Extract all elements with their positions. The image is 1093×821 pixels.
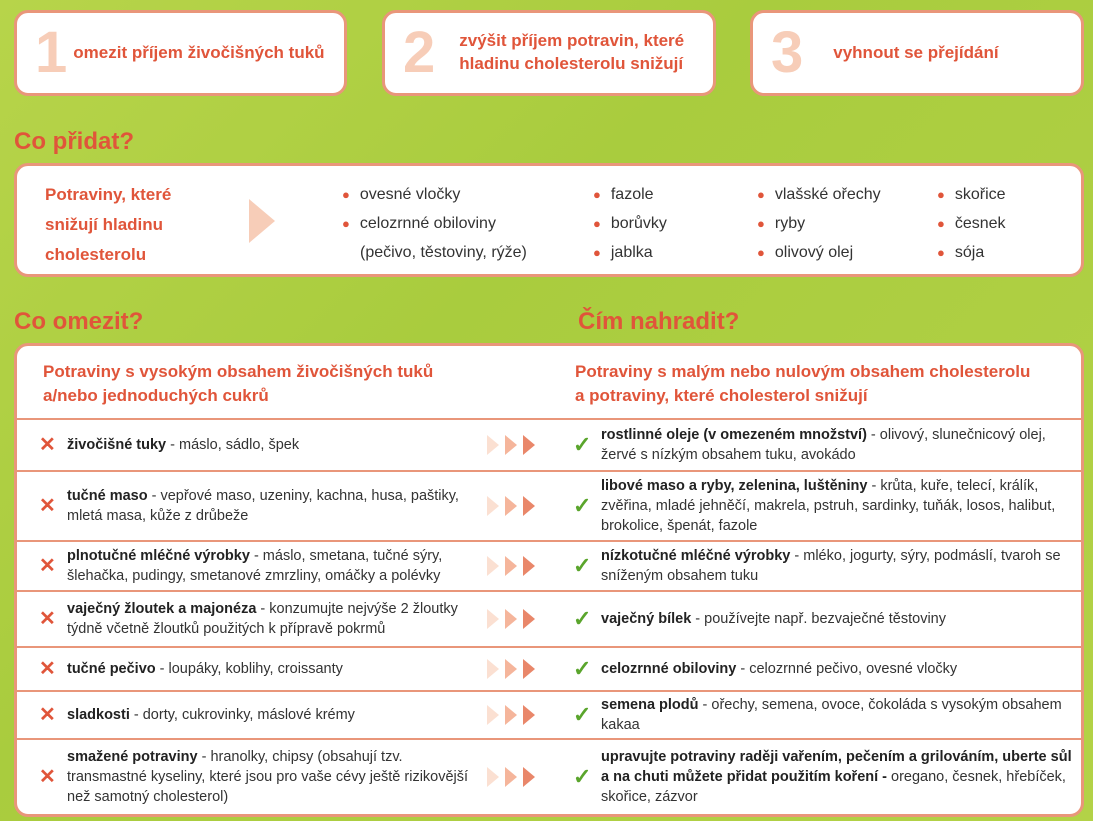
replace-cell xyxy=(573,420,1073,470)
step-text: vyhnout se přejídání xyxy=(833,42,999,62)
replace-cell xyxy=(573,472,1073,540)
list-item: ● celozrnné obiloviny xyxy=(342,215,496,232)
add-col-1 xyxy=(342,180,527,267)
replace-text: celozrnné obiloviny - celozrnné pečivo, ovesné vločky xyxy=(601,661,958,677)
bullet-icon: ● xyxy=(937,187,945,202)
replace-text: nízkotučné mléčné výrobky - mléko, jogurty, sýry, podmáslí, tvaroh se sníženým obsahem tuku xyxy=(601,548,1061,584)
check-icon: ✓ xyxy=(573,432,592,457)
bullet-icon: ● xyxy=(593,187,601,202)
cross-icon: ✕ xyxy=(39,658,56,680)
limit-cell xyxy=(39,692,469,738)
replace-cell xyxy=(573,692,1073,738)
add-col-2 xyxy=(593,180,667,267)
add-lead-line: snižují hladinu xyxy=(45,215,164,234)
add-col-4 xyxy=(937,180,1006,267)
step-text-line: zvýšit příjem potravin, které xyxy=(459,31,685,51)
add-lead-line: Potraviny, které xyxy=(45,185,172,204)
check-icon: ✓ xyxy=(573,493,592,518)
arrow-icon xyxy=(487,705,535,725)
arrow-icon xyxy=(487,556,535,576)
header-line: Potraviny s vysokým obsahem živočišných tuků xyxy=(43,362,434,381)
bullet-icon: ● xyxy=(342,187,350,202)
replace-text: semena plodů - ořechy, semena, ovoce, čokoláda s vysokým obsahem kakaa xyxy=(601,697,1062,733)
limit-text: vaječný žloutek a majonéza - konzumujte nejvýše 2 žloutky týdně včetně žloutků použitých k přípravě pokrmů xyxy=(67,601,458,637)
list-item: ● fazole xyxy=(593,186,654,203)
list-item: ● jablka xyxy=(593,244,653,261)
arrow-icon xyxy=(487,609,535,629)
check-icon: ✓ xyxy=(573,606,592,631)
replace-text: rostlinné oleje (v omezeném množství) - olivový, slunečnicový olej, žervé s nízkým obsahem tuku, avokádo xyxy=(601,427,1046,463)
bullet-icon: ● xyxy=(757,245,765,260)
step-number: 2 xyxy=(403,20,436,85)
list-item: ● vlašské ořechy xyxy=(757,186,881,203)
check-icon: ✓ xyxy=(573,764,592,789)
step-1 xyxy=(14,10,347,96)
check-icon: ✓ xyxy=(573,553,592,578)
table-row xyxy=(17,420,1081,470)
replace-cell xyxy=(573,542,1073,590)
table-row xyxy=(17,592,1081,646)
step-number: 3 xyxy=(771,20,804,85)
limit-cell xyxy=(39,420,469,470)
replace-text: vaječný bílek - používejte např. bezvaječné těstoviny xyxy=(601,611,946,627)
bullet-icon: ● xyxy=(593,245,601,260)
step-text-line: hladinu cholesterolu snižují xyxy=(459,54,684,73)
limit-text: tučné pečivo - loupáky, koblihy, croissanty xyxy=(67,661,343,677)
step-3 xyxy=(750,10,1084,96)
table-row xyxy=(17,542,1081,590)
limit-cell xyxy=(39,542,469,590)
step-text: omezit příjem živočišných tuků xyxy=(73,42,325,62)
header-line: a potraviny, které cholesterol snižují xyxy=(575,386,868,405)
table-row xyxy=(17,740,1081,814)
check-icon: ✓ xyxy=(573,656,592,681)
arrow-icon xyxy=(249,199,275,243)
check-icon: ✓ xyxy=(573,702,592,727)
list-item: ● ovesné vločky xyxy=(342,186,461,203)
list-item: ● sója xyxy=(937,244,985,261)
right-column-header xyxy=(575,360,1030,408)
bullet-icon: ● xyxy=(937,245,945,260)
limit-text: plnotučné mléčné výrobky - máslo, smetana, tučné sýry, šlehačka, pudingy, smetanové zmrzliny, omáčky a polévky xyxy=(67,548,443,584)
arrow-icon xyxy=(487,767,535,787)
section-title-replace: Čím nahradit? xyxy=(578,308,740,335)
header-line: a/nebo jednoduchých cukrů xyxy=(43,386,269,405)
cross-icon: ✕ xyxy=(39,434,56,456)
add-box xyxy=(14,163,1084,277)
limit-cell xyxy=(39,648,469,690)
bullet-icon: ● xyxy=(757,187,765,202)
comparison-table xyxy=(14,343,1084,817)
arrow-icon xyxy=(487,435,535,455)
step-number: 1 xyxy=(35,20,68,85)
cross-icon: ✕ xyxy=(39,766,56,788)
bullet-icon: ● xyxy=(342,216,350,231)
list-item-extra: (pečivo, těstoviny, rýže) xyxy=(360,244,527,261)
cross-icon: ✕ xyxy=(39,704,56,726)
limit-text: živočišné tuky - máslo, sádlo, špek xyxy=(67,437,300,453)
section-title-limit: Co omezit? xyxy=(14,308,144,335)
header-line: Potraviny s malým nebo nulovým obsahem cholesterolu xyxy=(575,362,1031,381)
table-row xyxy=(17,692,1081,738)
table-row xyxy=(17,472,1081,540)
table-row xyxy=(17,648,1081,690)
replace-text: libové maso a ryby, zelenina, luštěniny - krůta, kuře, telecí, králík, zvěřina, mladé jehněčí, makrela, pstruh, sardinky, tuňák, losos, halibut, brokolice, špenát, fazole xyxy=(601,478,1056,534)
arrow-icon xyxy=(487,659,535,679)
section-title-add: Co přidat? xyxy=(14,128,134,155)
limit-text: smažené potraviny - hranolky, chipsy (obsahují tzv. transmastné kyseliny, které jsou pro vaše cévy ještě rizikovější než samotný cholesterol) xyxy=(67,749,469,805)
limit-text: sladkosti - dorty, cukrovinky, máslové krémy xyxy=(67,707,355,723)
list-item: ● borůvky xyxy=(593,215,667,232)
left-column-header xyxy=(43,360,433,408)
list-item: ● česnek xyxy=(937,215,1006,232)
cross-icon: ✕ xyxy=(39,608,56,630)
add-lead-line: cholesterolu xyxy=(45,245,147,264)
arrow-icon xyxy=(487,496,535,516)
list-item: ● ryby xyxy=(757,215,806,232)
bullet-icon: ● xyxy=(593,216,601,231)
replace-cell xyxy=(573,592,1073,646)
list-item: ● olivový olej xyxy=(757,244,854,261)
step-2 xyxy=(382,10,716,96)
limit-text: tučné maso - vepřové maso, uzeniny, kachna, husa, paštiky, mletá masa, kůže z drůbeže xyxy=(67,488,459,524)
add-lead xyxy=(45,180,171,270)
bullet-icon: ● xyxy=(757,216,765,231)
limit-cell xyxy=(39,592,469,646)
replace-cell xyxy=(573,648,1073,690)
limit-cell xyxy=(39,472,469,540)
replace-text: upravujte potraviny raději vařením, pečením a grilováním, uberte sůl a na chuti můžete přidat použitím koření - oregano, česnek, hřebíček, skořice, zázvor xyxy=(601,749,1072,805)
cross-icon: ✕ xyxy=(39,495,56,517)
step-text xyxy=(459,30,684,76)
limit-cell xyxy=(39,740,469,814)
cross-icon: ✕ xyxy=(39,555,56,577)
replace-cell xyxy=(573,740,1073,814)
list-item: ● skořice xyxy=(937,186,1006,203)
add-col-3 xyxy=(757,180,881,267)
bullet-icon: ● xyxy=(937,216,945,231)
